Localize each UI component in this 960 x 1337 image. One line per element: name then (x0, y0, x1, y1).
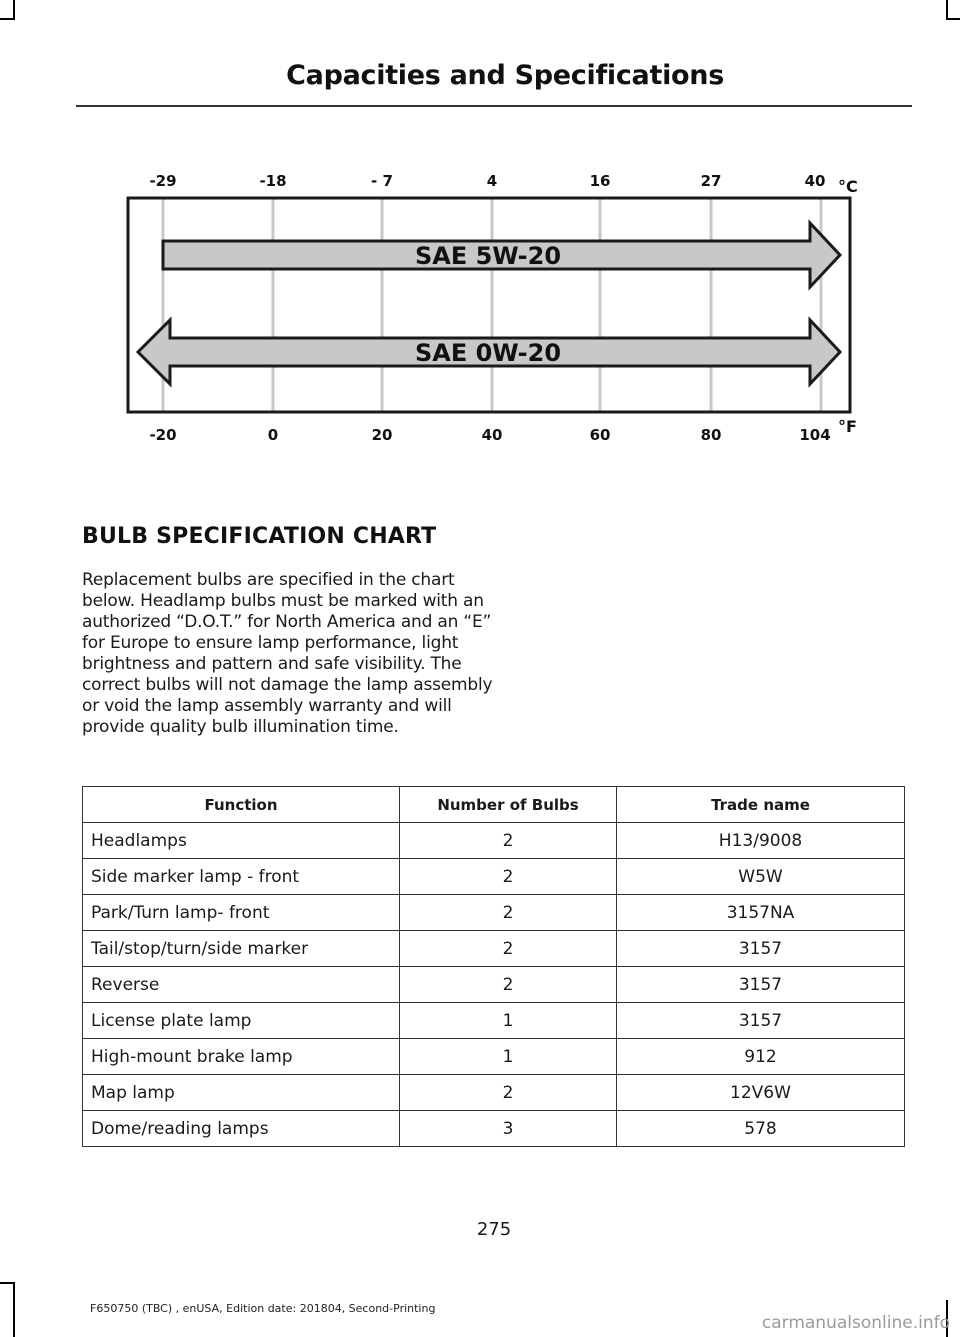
cell-function: License plate lamp (83, 1003, 400, 1039)
fahrenheit-tick-label: 20 (371, 426, 393, 444)
cell-function: Tail/stop/turn/side marker (83, 931, 400, 967)
cell-number-of-bulbs: 2 (400, 859, 617, 895)
table-row (83, 895, 905, 931)
cell-function: Park/Turn lamp- front (83, 895, 400, 931)
chart-frame (128, 198, 850, 412)
table-row (83, 1111, 905, 1147)
cell-function: Headlamps (83, 823, 400, 859)
cell-trade-name: 578 (617, 1111, 905, 1147)
cell-trade-name: 3157 (617, 1003, 905, 1039)
cell-number-of-bulbs: 2 (400, 967, 617, 1003)
table-row (83, 931, 905, 967)
cell-number-of-bulbs: 3 (400, 1111, 617, 1147)
fahrenheit-tick-label: 104 (799, 426, 831, 444)
fahrenheit-unit-label: °F (838, 417, 857, 436)
crop-mark (13, 1282, 15, 1337)
cell-number-of-bulbs: 1 (400, 1039, 617, 1075)
fahrenheit-tick-label: 40 (481, 426, 503, 444)
cell-number-of-bulbs: 1 (400, 1003, 617, 1039)
cell-function: Side marker lamp - front (83, 859, 400, 895)
intro-paragraph: Replacement bulbs are specified in the chart below. Headlamp bulbs must be marked with an authorized “D.O.T.” for North America and an “E” for Europe to ensure lamp performance, light brightness and pattern and safe visibility. The correct bulbs will not damage the lamp assembly or void the lamp assembly warranty and will provide quality bulb illumination time. (82, 570, 493, 737)
cell-number-of-bulbs: 2 (400, 895, 617, 931)
page-number: 275 (476, 1219, 512, 1240)
bulb-specification-table (82, 786, 905, 1147)
celsius-tick-label: 4 (486, 172, 498, 190)
column-header-function: Function (83, 787, 400, 823)
cell-function: High-mount brake lamp (83, 1039, 400, 1075)
cell-trade-name: 12V6W (617, 1075, 905, 1111)
column-header-trade-name: Trade name (617, 787, 905, 823)
cell-trade-name: 3157 (617, 931, 905, 967)
fahrenheit-tick-label: 80 (700, 426, 722, 444)
viscosity-grade-label: SAE 5W-20 (414, 242, 562, 270)
fahrenheit-tick-label: -20 (149, 426, 177, 444)
fahrenheit-tick-label: 0 (267, 426, 279, 444)
crop-mark (946, 18, 960, 20)
cell-function: Dome/reading lamps (83, 1111, 400, 1147)
table-row (83, 1003, 905, 1039)
cell-trade-name: 3157NA (617, 895, 905, 931)
section-heading: BULB SPECIFICATION CHART (82, 524, 437, 549)
cell-trade-name: H13/9008 (617, 823, 905, 859)
page-title: Capacities and Specifications (286, 60, 724, 91)
table-row (83, 1039, 905, 1075)
crop-mark (0, 18, 15, 20)
cell-trade-name: 3157 (617, 967, 905, 1003)
oil-viscosity-chart (120, 160, 860, 450)
table-row (83, 823, 905, 859)
fahrenheit-tick-label: 60 (589, 426, 611, 444)
celsius-tick-label: -29 (149, 172, 177, 190)
celsius-tick-label: 27 (700, 172, 722, 190)
title-rule (76, 105, 912, 107)
table-row (83, 1075, 905, 1111)
cell-trade-name: 912 (617, 1039, 905, 1075)
celsius-tick-label: - 7 (371, 172, 393, 190)
cell-number-of-bulbs: 2 (400, 1075, 617, 1111)
table-header-row (83, 787, 905, 823)
cell-function: Map lamp (83, 1075, 400, 1111)
table-row (83, 967, 905, 1003)
crop-mark (946, 0, 948, 20)
celsius-tick-label: 16 (589, 172, 611, 190)
crop-mark (13, 0, 15, 20)
table-row (83, 859, 905, 895)
cell-function: Reverse (83, 967, 400, 1003)
crop-mark (0, 1282, 15, 1284)
cell-number-of-bulbs: 2 (400, 823, 617, 859)
watermark: carmanualsonline.info (761, 1313, 950, 1333)
celsius-unit-label: °C (838, 177, 858, 196)
cell-number-of-bulbs: 2 (400, 931, 617, 967)
cell-trade-name: W5W (617, 859, 905, 895)
viscosity-grade-label: SAE 0W-20 (414, 339, 562, 367)
column-header-number-of-bulbs: Number of Bulbs (400, 787, 617, 823)
celsius-tick-label: -18 (259, 172, 287, 190)
celsius-tick-label: 40 (804, 172, 826, 190)
edition-footer: F650750 (TBC) , enUSA, Edition date: 201804, Second-Printing (90, 1302, 436, 1315)
